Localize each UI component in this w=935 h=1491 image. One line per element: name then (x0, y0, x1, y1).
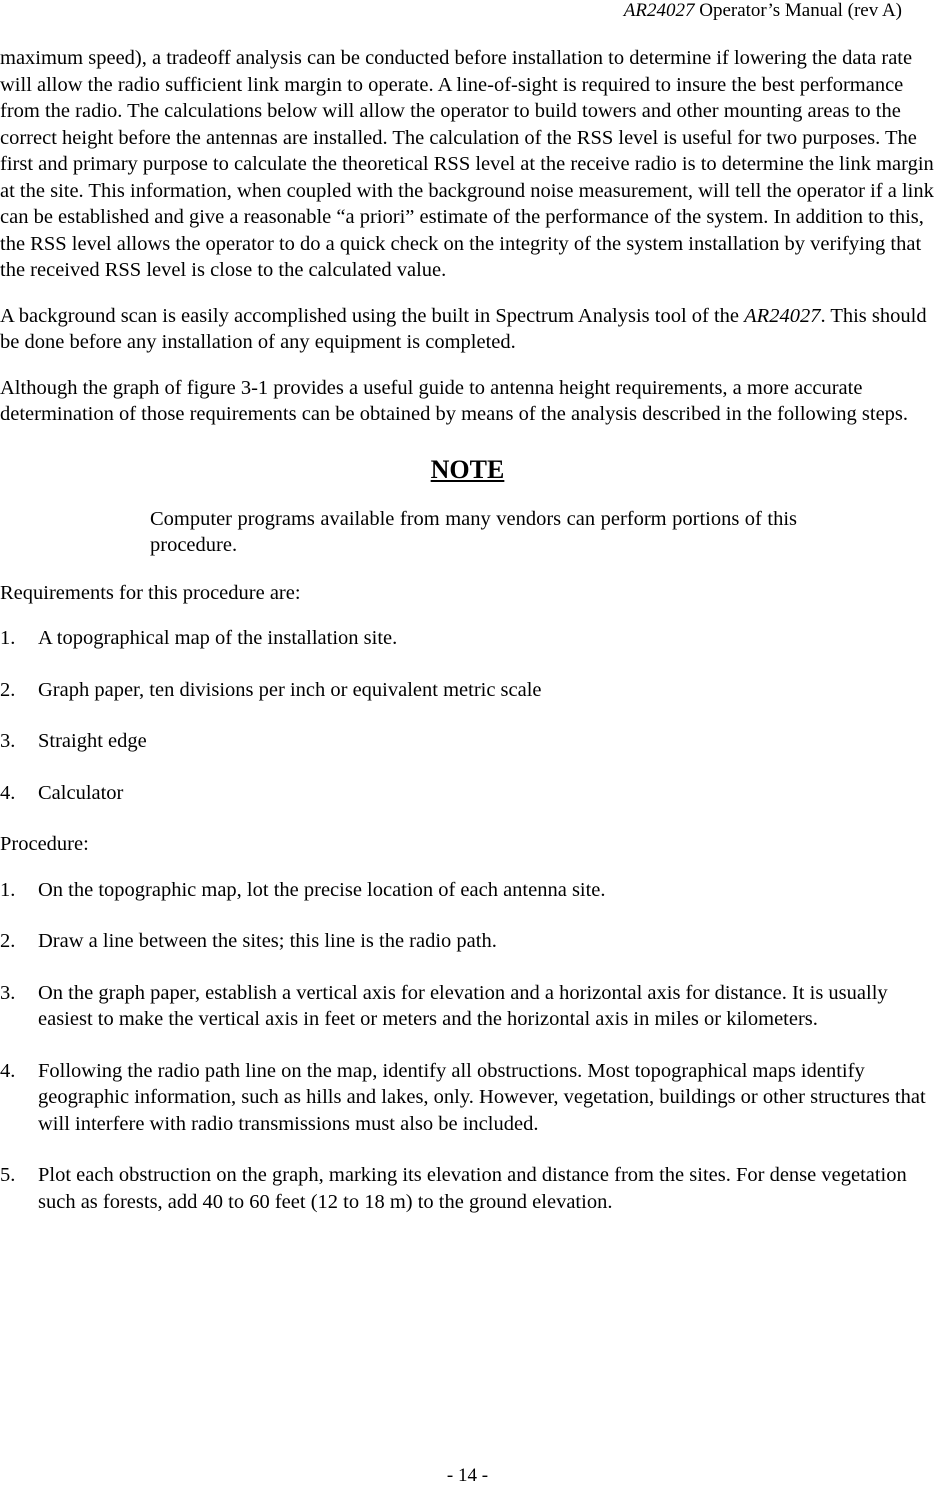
requirements-intro: Requirements for this procedure are: (0, 581, 301, 604)
list-item-number: 2. (0, 930, 16, 952)
background-scan-text-after: . This should be done before any installation of any equipment is completed. (0, 304, 927, 353)
background-scan-text-before: A background scan is easily accomplished using the built in Spectrum Analysis tool of the (0, 304, 745, 327)
list-item-text: Following the radio path line on the map, identify all obstructions. Most topographical maps identify geographic information, such as hills and lakes, only. However, vegetation, buildings or other structures that will interfere with radio transmissions must also be included. (38, 1059, 926, 1135)
list-item-number: 1. (0, 878, 16, 901)
note-body: Computer programs available from many vendors can perform portions of this procedure. (150, 507, 797, 556)
intro-paragraph: maximum speed), a tradeoff analysis can be conducted before installation to determine if lowering the data rate will allow the radio sufficient link margin to operate. A line-of-sight is required to insure the best performance from the radio. The calculations below will allow the operator to build towers and other mounting areas to the correct height before the antennas are installed. The calculation of the RSS level is useful for two purposes. The first and primary purpose to calculate the theoretical RSS level at the receive radio is to determine the link margin at the site. This information, when coupled with the background noise measurement, will tell the operator if a link can be established and give a reasonable “a priori” estimate of the performance of the system. In addition to this, the RSS level allows the operator to do a quick check on the integrity of the system installation by verifying that the received RSS level is close to the calculated value. (0, 47, 934, 281)
list-item-number: 4. (0, 1059, 16, 1082)
page-content (0, 45, 935, 1240)
list-item-text: Straight edge (38, 730, 147, 752)
list-item (0, 877, 935, 904)
page-number: - 14 - (446, 1465, 489, 1486)
list-item-text: On the graph paper, establish a vertical axis for elevation and a horizontal axis for distance. It is usually easiest to make the vertical axis in feet or meters and the horizontal axis in miles or kilometers. (38, 981, 888, 1030)
list-item (0, 625, 935, 652)
procedure-intro: Procedure: (0, 833, 89, 855)
list-item-text: On the topographic map, lot the precise location of each antenna site. (38, 878, 606, 901)
list-item (0, 677, 935, 704)
header-model: AR24027 (623, 0, 695, 21)
list-item-number: 3. (0, 981, 16, 1004)
list-item (0, 928, 935, 955)
list-item-number: 2. (0, 678, 16, 701)
note-title: NOTE (430, 454, 505, 484)
list-item-number: 4. (0, 781, 16, 804)
background-scan-model: AR24027 (744, 304, 821, 327)
list-item-text: Plot each obstruction on the graph, marking its elevation and distance from the sites. For dense vegetation such as forests, add 40 to 60 feet (12 to 18 m) to the ground elevation. (38, 1164, 907, 1213)
page-header (624, 0, 902, 22)
list-item (0, 980, 935, 1033)
list-item-text: A topographical map of the installation site. (38, 627, 398, 649)
procedure-list (0, 877, 935, 1216)
list-item-text: Calculator (38, 781, 124, 804)
requirements-list (0, 625, 935, 806)
graph-guide-paragraph: Although the graph of figure 3-1 provides a useful guide to antenna height requirements, a more accurate determination of those requirements can be obtained by means of the analysis described in the following steps. (0, 376, 909, 425)
list-item (0, 1058, 935, 1138)
list-item-text: Draw a line between the sites; this line is the radio path. (38, 930, 497, 952)
list-item-text: Graph paper, ten divisions per inch or equivalent metric scale (38, 678, 542, 701)
header-title: Operator’s Manual (rev A) (694, 0, 902, 21)
list-item (0, 728, 935, 755)
list-item-number: 5. (0, 1164, 16, 1186)
background-scan-paragraph (0, 303, 935, 356)
list-item-number: 1. (0, 627, 16, 649)
list-item-number: 3. (0, 730, 16, 752)
list-item (0, 1162, 935, 1215)
list-item (0, 780, 935, 807)
